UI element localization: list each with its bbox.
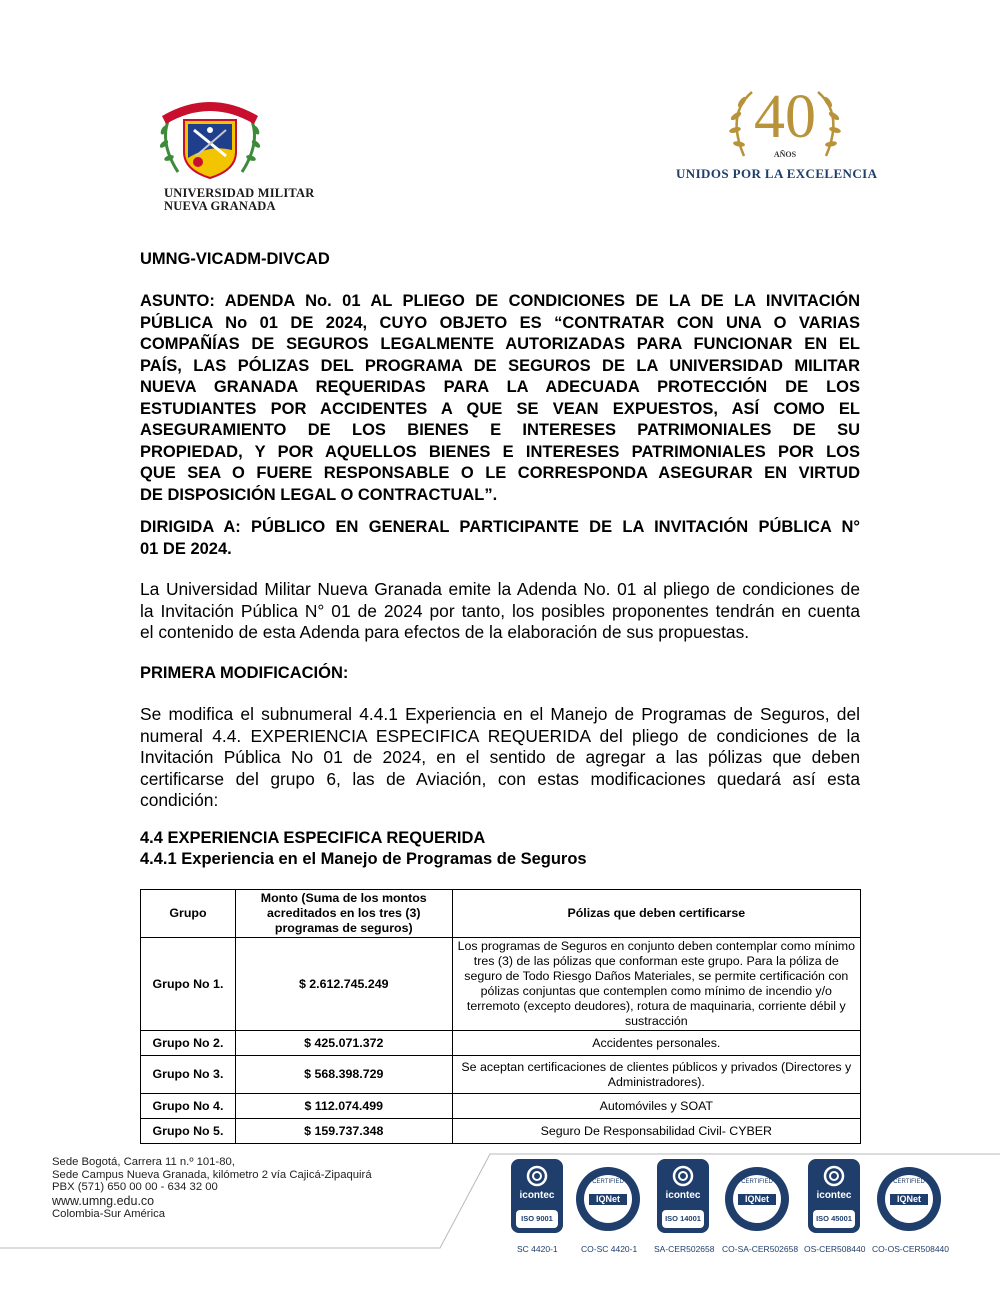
- cert-brand: IQNet: [595, 1194, 620, 1204]
- addressed-line: 01 DE 2024.: [140, 539, 232, 558]
- subject-line: QUE SEA O FUERE RESPONSABLE O LE CORRESPONDA ASEGURAR EN VIRTUD: [140, 464, 860, 482]
- icontec-iso14001-badge: [656, 1158, 710, 1239]
- row-group: Grupo No 1.: [141, 938, 236, 1031]
- cert-brand: icontec: [519, 1190, 555, 1201]
- modification-line: numeral 4.4. EXPERIENCIA ESPECIFICA REQUERIDA del pliego de condiciones de la: [140, 725, 860, 746]
- table-header-group: Grupo: [141, 890, 236, 938]
- row-policies: Seguro De Responsabilidad Civil- CYBER: [452, 1119, 860, 1144]
- cert-standard: CERTIFIED: [741, 1179, 773, 1185]
- row-amount: $ 159.737.348: [235, 1119, 452, 1144]
- icontec-iso9001-badge: [510, 1158, 564, 1239]
- document-reference: UMNG-VICADM-DIVCAD: [140, 250, 330, 268]
- cert-standard: ISO 14001: [665, 1214, 701, 1223]
- row-amount: $ 112.074.499: [235, 1094, 452, 1119]
- modification-line: condición:: [140, 790, 219, 810]
- cert-standard: ISO 45001: [816, 1214, 852, 1223]
- subject-line: COMPAÑÍAS DE SEGUROS LEGALMENTE AUTORIZADAS PARA FUNCIONAR EN EL: [140, 335, 860, 353]
- row-policies: Accidentes personales.: [452, 1031, 860, 1056]
- modification-title: PRIMERA MODIFICACIÓN:: [140, 664, 349, 682]
- subject-line: ASUNTO: ADENDA No. 01 AL PLIEGO DE CONDICIONES DE LA DE LA INVITACIÓN: [140, 292, 860, 310]
- row-amount: $ 2.612.745.249: [235, 938, 452, 1031]
- cert-code: CO-SA-CER502658: [722, 1244, 799, 1254]
- anniversary-logo: [676, 83, 878, 184]
- cert-code: OS-CER508440: [804, 1244, 866, 1254]
- subject-block: [140, 291, 860, 506]
- row-group: Grupo No 3.: [141, 1056, 236, 1094]
- cert-code: SA-CER502658: [654, 1244, 715, 1254]
- umng-logo-line1: UNIVERSIDAD MILITAR: [164, 186, 315, 200]
- section-title: 4.4 EXPERIENCIA ESPECIFICA REQUERIDA: [140, 829, 486, 847]
- cert-brand: icontec: [665, 1190, 701, 1201]
- addressed-line: DIRIGIDA A: PÚBLICO EN GENERAL PARTICIPANTE DE LA INVITACIÓN PÚBLICA N°: [140, 518, 860, 536]
- cert-code: SC 4420-1: [517, 1244, 558, 1254]
- footer-website: www.umng.edu.co: [52, 1193, 155, 1208]
- cert-brand: icontec: [816, 1190, 852, 1201]
- cert-standard: CERTIFIED: [893, 1179, 925, 1185]
- modification-line: Invitación Pública No 01 de 2024, en el sentido de agregar a las pólizas que deben: [140, 747, 860, 767]
- intro-paragraph: [140, 579, 860, 644]
- row-group: Grupo No 2.: [141, 1031, 236, 1056]
- subsection-title: 4.4.1 Experiencia en el Manejo de Programas de Seguros: [140, 850, 587, 868]
- row-amount: $ 425.071.372: [235, 1031, 452, 1056]
- subject-line: PÚBLICA No 01 DE 2024, CUYO OBJETO ES “CONTRATAR CON UNA O VARIAS: [140, 313, 860, 332]
- row-group: Grupo No 5.: [141, 1119, 236, 1144]
- umng-banner-text: SCIENTIÆ · PATRIÆ · FAMILIÆ: [159, 95, 261, 102]
- iqnet-badge-3: [876, 1166, 942, 1237]
- subject-line: NUEVA GRANADA REQUERIDAS PARA LA ADECUADA PROTECCIÓN DE LOS: [140, 378, 860, 396]
- row-group: Grupo No 4.: [141, 1094, 236, 1119]
- iqnet-badge-1: [575, 1166, 641, 1237]
- table-header-amount: Monto (Suma de los montos acreditados en los tres (3) programas de seguros): [235, 890, 452, 938]
- anniversary-number: 40: [754, 83, 816, 151]
- cert-brand: IQNet: [744, 1194, 769, 1204]
- cert-code: CO-OS-CER508440: [872, 1244, 950, 1254]
- footer-line: Colombia-Sur América: [52, 1207, 166, 1220]
- table-header-policies: Pólizas que deben certificarse: [452, 890, 860, 938]
- cert-standard: CERTIFIED: [592, 1179, 624, 1185]
- intro-line: la Invitación Pública N° 01 de 2024 por tanto, los posibles proponentes tendrán en cuenta: [140, 600, 860, 621]
- footer-line: Sede Campus Nueva Granada, kilómetro 2 vía Cajicá-Zipaquirá: [52, 1168, 372, 1181]
- table-row: [141, 938, 861, 1031]
- row-policies: Automóviles y SOAT: [452, 1094, 860, 1119]
- modification-line: certificarse del grupo 6, las de Aviación, con estas modificaciones quedará así esta: [140, 768, 860, 789]
- subject-line: ASEGURAMIENTO DE LOS BIENES E INTERESES PATRIMONIALES DE SU: [140, 421, 860, 439]
- footer-line: PBX (571) 650 00 00 - 634 32 00: [52, 1181, 218, 1193]
- experience-table: [140, 889, 861, 1144]
- icontec-iso45001-badge: [807, 1158, 861, 1239]
- cert-brand: IQNet: [896, 1194, 921, 1204]
- subject-line: PAÍS, LAS PÓLIZAS DEL PROGRAMA DE SEGUROS DE LA UNIVERSIDAD MILITAR: [140, 356, 860, 375]
- intro-line: La Universidad Militar Nueva Granada emite la Adenda No. 01 al pliego de condiciones de: [140, 579, 860, 599]
- umng-logo-line2: NUEVA GRANADA: [164, 199, 276, 213]
- row-amount: $ 568.398.729: [235, 1056, 452, 1094]
- anniversary-tagline: UNIDOS POR LA EXCELENCIA: [676, 166, 878, 181]
- table-header-row: [141, 890, 861, 938]
- modification-paragraph: [140, 704, 860, 812]
- modification-line: Se modifica el subnumeral 4.4.1 Experiencia en el Manejo de Programas de Seguros, del: [140, 704, 860, 724]
- iqnet-badge-2: [724, 1166, 790, 1237]
- row-policies: Se aceptan certificaciones de clientes públicos y privados (Directores y Administradores).: [452, 1056, 860, 1094]
- table-row: [141, 1031, 861, 1056]
- cert-standard: ISO 9001: [521, 1214, 553, 1223]
- intro-line: el contenido de esta Adenda para efectos de la elaboración de sus propuestas.: [140, 622, 750, 642]
- cert-code: CO-SC 4420-1: [581, 1244, 638, 1254]
- anniversary-years: AÑOS: [773, 150, 797, 159]
- table-row: [141, 1094, 861, 1119]
- umng-logo: [150, 86, 315, 216]
- subject-line: ESTUDIANTES POR ACCIDENTES A QUE SE VEAN EXPUESTOS, ASÍ COMO EL: [140, 399, 860, 418]
- addressed-block: [140, 517, 860, 560]
- footer-address: [52, 1156, 372, 1220]
- row-policies: Los programas de Seguros en conjunto deben contemplar como mínimo tres (3) de las pólizas que conforman este grupo. Para la póliza de seguro de Todo Riesgo Daños Materiales, se permite certificación con pólizas conjuntas que contemplen como mínimo de incendio y/o terremoto (excepto deudores), rotura de maquinaria, corriente débil y sustracción: [452, 938, 860, 1031]
- footer-line: Sede Bogotá, Carrera 11 n.º 101-80,: [52, 1156, 235, 1168]
- subject-line: PROPIEDAD, Y POR AQUELLOS BIENES E INTERESES PATRIMONIALES POR LOS: [140, 442, 860, 461]
- subject-line: DE DISPOSICIÓN LEGAL O CONTRACTUAL”.: [140, 485, 498, 504]
- table-row: [141, 1056, 861, 1094]
